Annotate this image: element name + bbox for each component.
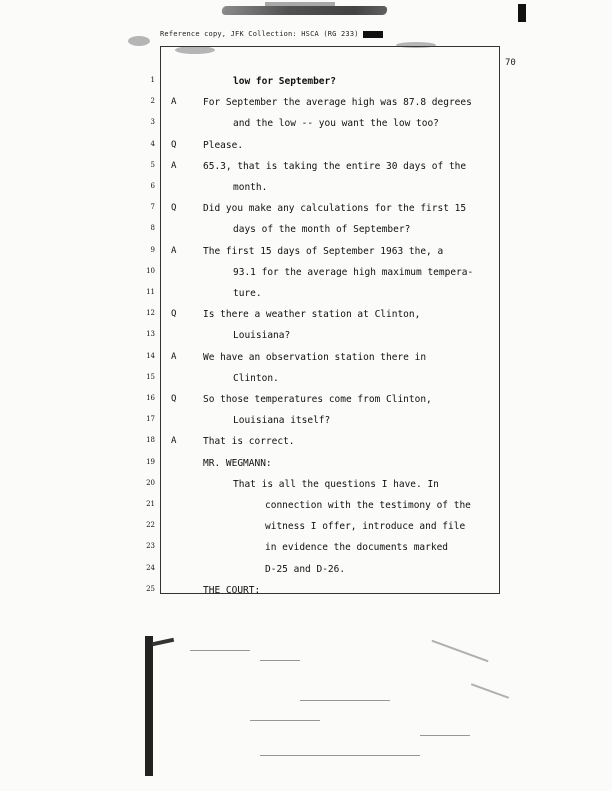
line-number: 10 [146, 266, 155, 275]
line-number: 13 [146, 330, 155, 339]
scan-speck [300, 700, 390, 701]
transcript-line [0, 415, 612, 429]
speaker-label: A [171, 245, 177, 256]
scan-streak [471, 683, 509, 699]
transcript-line [0, 330, 612, 344]
line-text: in evidence the documents marked [265, 542, 449, 554]
line-text: 65.3, that is taking the entire 30 days of the [203, 160, 467, 172]
line-number: 16 [146, 394, 155, 402]
transcript-line [0, 479, 612, 493]
line-number: 12 [146, 309, 155, 318]
page-number: 70 [505, 58, 516, 68]
transcript-line [0, 585, 612, 599]
line-text: Is there a weather station at Clinton, [203, 309, 421, 321]
line-text: D-25 and D-26. [265, 563, 346, 575]
line-text: days of the month of September? [233, 224, 411, 236]
line-number: 23 [146, 542, 155, 551]
transcript-line [0, 309, 612, 323]
scan-artifact-top-2 [265, 2, 335, 6]
line-text: 93.1 for the average high maximum tempera- [233, 266, 474, 278]
line-text: Clinton. [233, 372, 279, 384]
line-text: Did you make any calculations for the first 15 [203, 203, 467, 215]
scan-speck [260, 755, 420, 756]
transcript-line [0, 288, 612, 302]
line-text: THE COURT: [203, 584, 261, 596]
document-header [160, 30, 383, 38]
transcript-line [0, 521, 612, 535]
transcript-line [0, 118, 612, 132]
line-number: 6 [150, 182, 155, 190]
line-text: Louisiana? [233, 330, 291, 342]
transcript-line [0, 458, 612, 472]
speaker-label: A [171, 160, 177, 171]
line-number: 11 [146, 288, 155, 296]
line-number: 5 [150, 160, 155, 169]
line-text: MR. WEGMANN: [203, 457, 272, 469]
speaker-label: Q [171, 203, 177, 214]
line-text: Louisiana itself? [233, 415, 331, 427]
transcript-line [0, 500, 612, 514]
line-number: 18 [146, 436, 155, 445]
line-number: 19 [146, 457, 155, 466]
transcript-line [0, 203, 612, 217]
scan-artifact-bottom [145, 636, 153, 776]
speaker-label: A [171, 97, 177, 108]
line-text: So those temperatures come from Clinton, [203, 394, 432, 405]
speaker-label: A [171, 436, 177, 447]
line-number: 14 [146, 351, 155, 360]
line-number: 3 [150, 118, 155, 127]
scan-corner-mark [518, 4, 526, 22]
line-number: 9 [150, 245, 155, 254]
line-text: ture. [233, 288, 262, 299]
redaction-mark [363, 31, 383, 38]
transcript-line [0, 140, 612, 154]
scan-smudge [128, 36, 150, 46]
transcript-line [0, 564, 612, 578]
line-number: 2 [150, 97, 155, 106]
speaker-label: A [171, 351, 177, 362]
line-text: We have an observation station there in [203, 351, 427, 363]
scan-speck [260, 660, 300, 661]
transcript-line [0, 373, 612, 387]
scan-speck [250, 720, 320, 721]
line-number: 7 [150, 203, 155, 212]
line-text: low for September? [233, 76, 336, 87]
transcript-line [0, 267, 612, 281]
transcript-line [0, 161, 612, 175]
line-text: That is correct. [203, 436, 295, 448]
transcript-line [0, 542, 612, 556]
line-text: Please. [203, 139, 244, 151]
line-number: 1 [150, 76, 155, 84]
line-text: connection with the testimony of the [265, 500, 471, 511]
line-text: For September the average high was 87.8 degrees [203, 97, 472, 109]
speaker-label: Q [171, 394, 177, 404]
speaker-label: Q [171, 309, 177, 320]
line-number: 25 [146, 584, 155, 593]
line-number: 8 [150, 224, 155, 233]
scan-speck [420, 735, 470, 736]
transcript-line [0, 246, 612, 260]
line-number: 24 [146, 563, 155, 572]
scan-artifact-bottom [152, 638, 174, 646]
line-number: 22 [146, 521, 155, 530]
line-number: 20 [146, 478, 155, 487]
line-number: 17 [146, 415, 155, 424]
scan-streak [431, 640, 488, 662]
line-text: month. [233, 182, 268, 193]
line-number: 21 [146, 500, 155, 508]
line-text: The first 15 days of September 1963 the, a [203, 245, 444, 257]
transcript-line [0, 182, 612, 196]
transcript-line [0, 352, 612, 366]
transcript-line [0, 224, 612, 238]
transcript-line [0, 97, 612, 111]
transcript-line [0, 76, 612, 90]
scan-artifact-top [221, 6, 387, 15]
speaker-label: Q [171, 139, 177, 150]
transcript-line [0, 436, 612, 450]
line-number: 15 [146, 372, 155, 381]
header-text: Reference copy, JFK Collection: HSCA (RG 233) [160, 30, 359, 38]
line-text: and the low -- you want the low too? [233, 118, 439, 130]
line-text: witness I offer, introduce and file [265, 521, 466, 533]
scan-speck [190, 650, 250, 651]
line-text: That is all the questions I have. In [233, 478, 439, 490]
line-number: 4 [150, 139, 155, 148]
transcript-line [0, 394, 612, 408]
